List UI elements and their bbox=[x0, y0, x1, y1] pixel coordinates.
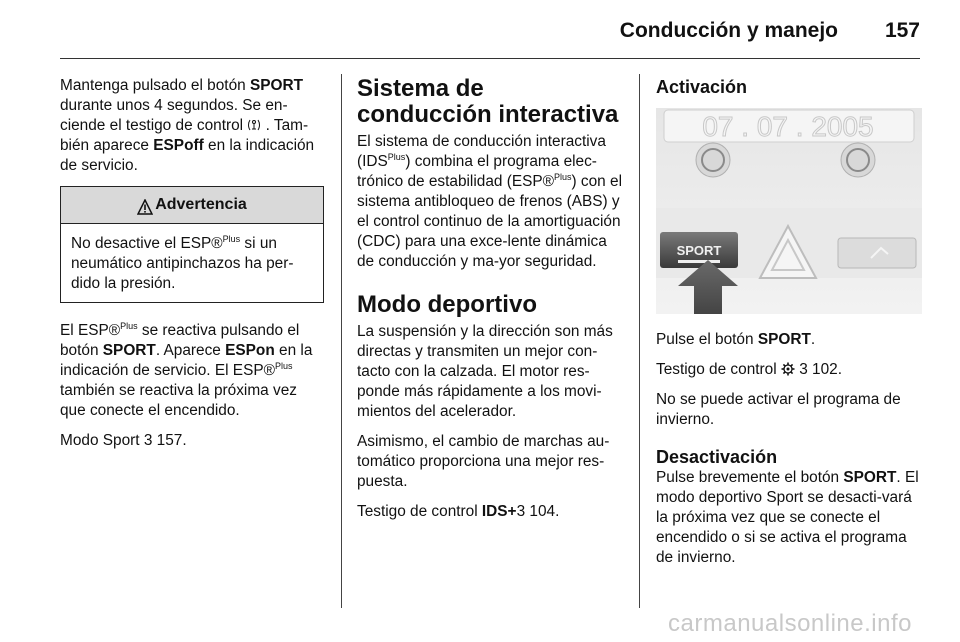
warning-header bbox=[61, 187, 323, 224]
paragraph-deactivation bbox=[656, 468, 922, 568]
esp-off-warning-icon bbox=[247, 118, 261, 132]
paragraph-ids-light bbox=[357, 502, 623, 522]
espoff-keyword: ESPoff bbox=[153, 137, 204, 154]
text: Testigo de control bbox=[656, 361, 781, 378]
page-reference-arrow-icon: 3 bbox=[799, 361, 808, 378]
watermark: carmanualsonline.info bbox=[668, 610, 912, 637]
text: El sistema de conducción interactiva (IDS bbox=[357, 133, 606, 170]
section-heading-activation: Activación bbox=[656, 77, 748, 97]
sport-keyword: SPORT bbox=[102, 342, 156, 359]
ids-keyword: IDS+ bbox=[481, 503, 517, 520]
column-1 bbox=[60, 76, 324, 461]
warning-box bbox=[60, 186, 324, 303]
superscript: Plus bbox=[274, 360, 293, 371]
page-ref-link[interactable]: 157. bbox=[152, 432, 187, 449]
page-header bbox=[0, 0, 960, 62]
column-3 bbox=[656, 76, 922, 578]
paragraph-control-light bbox=[656, 360, 922, 380]
paragraph-press-sport bbox=[656, 330, 922, 350]
section-heading-deactivation: Desactivación bbox=[656, 447, 778, 467]
text: también se reactiva la próxima vez que conecte el encendido. bbox=[60, 382, 297, 419]
espon-keyword: ESPon bbox=[225, 342, 275, 359]
page-reference-arrow-icon: 3 bbox=[143, 432, 153, 449]
paragraph-gearbox: Asimismo, el cambio de marchas au-tomático proporciona una mejor res-puesta. bbox=[357, 433, 610, 490]
photo-sport-label: SPORT bbox=[676, 243, 722, 258]
paragraph-sport-hold bbox=[60, 76, 324, 176]
page-reference-arrow-icon: 3 bbox=[516, 503, 526, 520]
column-2 bbox=[357, 76, 623, 532]
paragraph-sport-ref bbox=[60, 431, 324, 451]
superscript: Plus bbox=[387, 151, 406, 162]
warning-body bbox=[61, 224, 323, 302]
text: en la indicación de servicio. bbox=[60, 137, 315, 174]
text: Pulse el botón bbox=[656, 331, 758, 348]
text: durante unos 4 segundos. Se en-ciende el testigo de control bbox=[60, 97, 288, 134]
warning-triangle-icon bbox=[137, 199, 153, 215]
section-heading-sport-mode: Modo deportivo bbox=[357, 291, 537, 318]
text: . bbox=[810, 331, 816, 348]
dashboard-illustration bbox=[656, 108, 922, 314]
text: No desactive el ESP® bbox=[71, 235, 223, 252]
text: Pulse brevemente el botón bbox=[656, 469, 844, 486]
header-rule bbox=[60, 58, 920, 59]
paragraph-ids bbox=[357, 132, 623, 272]
text: Modo Sport bbox=[60, 432, 144, 449]
text: . El modo deportivo Sport se desacti-vará la próxima vez que se conecte el encendido o si se activa el programa de invierno. bbox=[656, 469, 919, 566]
paragraph-suspension: La suspensión y la dirección son más directas y transmiten un mejor con-tacto con la calzada. El motor res-ponde más rápidamente a los movi-mientos del acelerador. bbox=[357, 323, 613, 420]
page-ref-link[interactable]: 102. bbox=[807, 361, 842, 378]
column-divider bbox=[639, 74, 640, 608]
superscript: Plus bbox=[554, 171, 572, 182]
sport-keyword: SPORT bbox=[757, 331, 811, 348]
superscript: Plus bbox=[120, 320, 138, 331]
text: . Aparece bbox=[155, 342, 226, 359]
text: se reactiva pulsando el botón bbox=[60, 322, 300, 359]
page-number: 157 bbox=[884, 19, 920, 42]
column-divider bbox=[341, 74, 342, 608]
paragraph-winter-program: No se puede activar el programa de invierno. bbox=[656, 391, 901, 428]
sport-mode-gear-icon bbox=[781, 362, 795, 376]
text: Testigo de control bbox=[357, 503, 482, 520]
text: ) combina el programa elec-trónico de estabilidad (ESP® bbox=[357, 153, 597, 190]
page-ref-link[interactable]: 104. bbox=[525, 503, 560, 520]
text: Mantenga pulsado el botón bbox=[60, 77, 250, 94]
text: . Tam-bién aparece bbox=[60, 117, 309, 154]
text: si un neumático antipinchazos ha per-dido la presión. bbox=[71, 235, 294, 292]
photo-display-text: 07 . 07 . 2005 bbox=[702, 111, 874, 142]
section-heading-ids: Sistema de conducción interactiva bbox=[357, 75, 619, 128]
sport-keyword: SPORT bbox=[843, 469, 897, 486]
sport-button-photo bbox=[656, 108, 922, 314]
paragraph-esp-reactivate bbox=[60, 321, 324, 421]
sport-keyword: SPORT bbox=[249, 77, 303, 94]
text: ) con el sistema antibloqueo de frenos (ABS) y el control continuo de la amortiguación (CDC) para una exce-lente dinámica de conducción y ma-yor seguridad. bbox=[357, 173, 622, 270]
warning-title: Advertencia bbox=[155, 196, 247, 213]
header-title: Conducción y manejo bbox=[619, 19, 838, 42]
text: El ESP® bbox=[60, 322, 121, 339]
superscript: Plus bbox=[222, 233, 241, 244]
text: en la indicación de servicio. El ESP® bbox=[60, 342, 313, 379]
